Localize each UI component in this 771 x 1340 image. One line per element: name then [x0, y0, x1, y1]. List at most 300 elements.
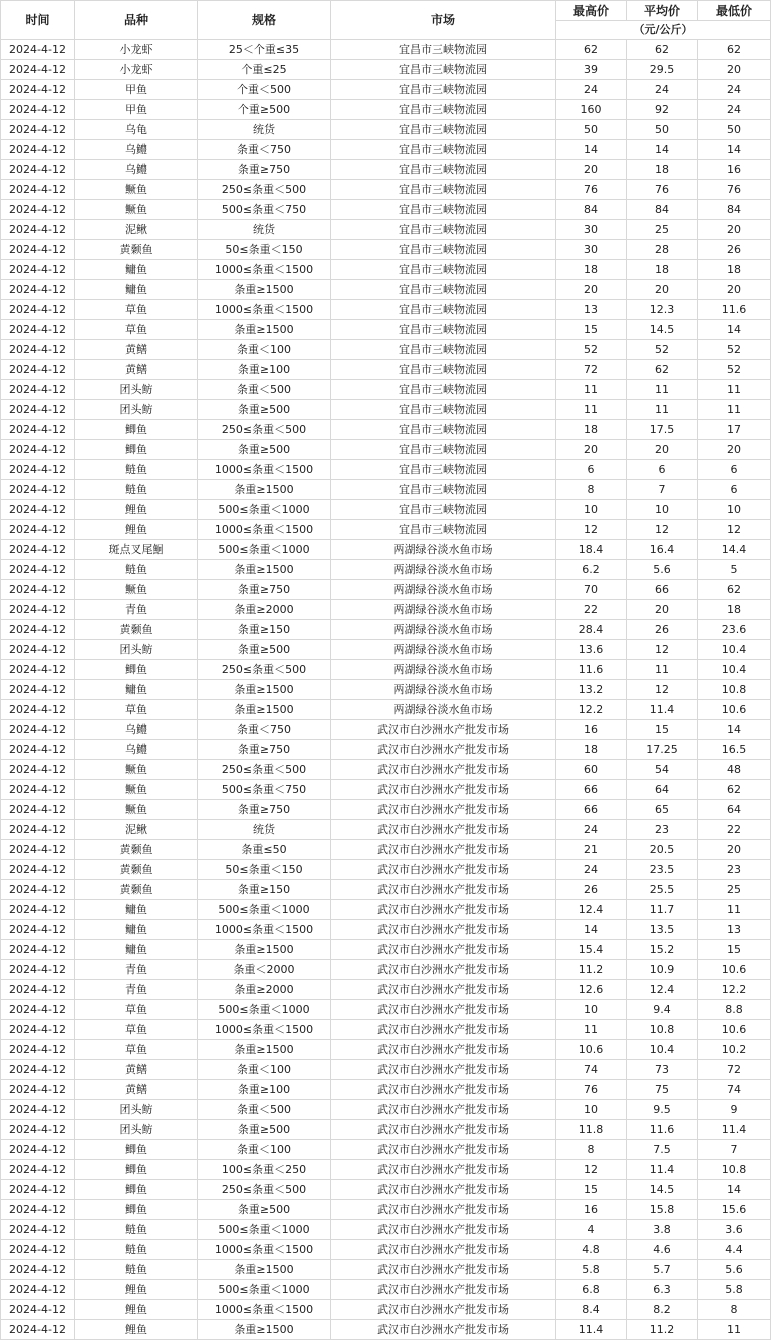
market-cell: 宜昌市三峡物流园 [331, 180, 556, 200]
variety-cell: 黄颡鱼 [75, 880, 198, 900]
table-row [1, 680, 771, 700]
max-price-cell: 11.4 [556, 1320, 627, 1340]
avg-price-cell: 5.6 [627, 560, 698, 580]
spec-cell: 条重≥500 [198, 1120, 331, 1140]
market-cell: 宜昌市三峡物流园 [331, 520, 556, 540]
spec-cell: 100≤条重＜250 [198, 1160, 331, 1180]
date-cell: 2024-4-12 [1, 980, 75, 1000]
avg-price-cell: 20 [627, 440, 698, 460]
table-row [1, 560, 771, 580]
market-cell: 两湖绿谷淡水鱼市场 [331, 540, 556, 560]
market-cell: 两湖绿谷淡水鱼市场 [331, 580, 556, 600]
table-row [1, 1200, 771, 1220]
date-cell: 2024-4-12 [1, 600, 75, 620]
date-cell: 2024-4-12 [1, 860, 75, 880]
avg-price-cell: 15.2 [627, 940, 698, 960]
spec-cell: 25＜个重≤35 [198, 40, 331, 60]
spec-cell: 500≤条重＜1000 [198, 1280, 331, 1300]
table-header [1, 1, 771, 40]
market-cell: 武汉市白沙洲水产批发市场 [331, 1180, 556, 1200]
table-row [1, 1040, 771, 1060]
spec-cell: 条重≥500 [198, 440, 331, 460]
spec-cell: 条重≥1500 [198, 940, 331, 960]
spec-cell: 250≤条重＜500 [198, 760, 331, 780]
date-cell: 2024-4-12 [1, 920, 75, 940]
table-row [1, 720, 771, 740]
spec-cell: 250≤条重＜500 [198, 1180, 331, 1200]
max-price-cell: 10 [556, 1100, 627, 1120]
avg-price-cell: 11.4 [627, 1160, 698, 1180]
min-price-cell: 16 [698, 160, 771, 180]
variety-cell: 黄颡鱼 [75, 860, 198, 880]
header-avg-price: 平均价 [627, 1, 698, 21]
max-price-cell: 26 [556, 880, 627, 900]
avg-price-cell: 12 [627, 680, 698, 700]
avg-price-cell: 14.5 [627, 1180, 698, 1200]
variety-cell: 黄颡鱼 [75, 840, 198, 860]
avg-price-cell: 20.5 [627, 840, 698, 860]
variety-cell: 草鱼 [75, 700, 198, 720]
min-price-cell: 12.2 [698, 980, 771, 1000]
max-price-cell: 4 [556, 1220, 627, 1240]
avg-price-cell: 23.5 [627, 860, 698, 880]
date-cell: 2024-4-12 [1, 80, 75, 100]
spec-cell: 500≤条重＜1000 [198, 1000, 331, 1020]
max-price-cell: 10 [556, 500, 627, 520]
min-price-cell: 7 [698, 1140, 771, 1160]
date-cell: 2024-4-12 [1, 420, 75, 440]
min-price-cell: 16.5 [698, 740, 771, 760]
avg-price-cell: 18 [627, 160, 698, 180]
date-cell: 2024-4-12 [1, 960, 75, 980]
variety-cell: 鲢鱼 [75, 1220, 198, 1240]
variety-cell: 鳙鱼 [75, 260, 198, 280]
max-price-cell: 39 [556, 60, 627, 80]
market-cell: 武汉市白沙洲水产批发市场 [331, 760, 556, 780]
table-row [1, 780, 771, 800]
spec-cell: 条重＜500 [198, 380, 331, 400]
min-price-cell: 4.4 [698, 1240, 771, 1260]
min-price-cell: 10.6 [698, 1020, 771, 1040]
spec-cell: 条重≥2000 [198, 600, 331, 620]
min-price-cell: 10.6 [698, 700, 771, 720]
variety-cell: 团头鲂 [75, 640, 198, 660]
market-cell: 武汉市白沙洲水产批发市场 [331, 840, 556, 860]
max-price-cell: 18 [556, 420, 627, 440]
date-cell: 2024-4-12 [1, 620, 75, 640]
min-price-cell: 11 [698, 1320, 771, 1340]
market-cell: 宜昌市三峡物流园 [331, 500, 556, 520]
min-price-cell: 11.6 [698, 300, 771, 320]
table-row [1, 100, 771, 120]
table-row [1, 60, 771, 80]
market-cell: 武汉市白沙洲水产批发市场 [331, 1280, 556, 1300]
max-price-cell: 60 [556, 760, 627, 780]
market-cell: 武汉市白沙洲水产批发市场 [331, 1160, 556, 1180]
max-price-cell: 70 [556, 580, 627, 600]
spec-cell: 条重≥500 [198, 1200, 331, 1220]
table-row [1, 1060, 771, 1080]
table-row [1, 1300, 771, 1320]
spec-cell: 条重≥1500 [198, 700, 331, 720]
date-cell: 2024-4-12 [1, 560, 75, 580]
min-price-cell: 72 [698, 1060, 771, 1080]
variety-cell: 鳜鱼 [75, 760, 198, 780]
date-cell: 2024-4-12 [1, 1160, 75, 1180]
avg-price-cell: 9.5 [627, 1100, 698, 1120]
min-price-cell: 5.8 [698, 1280, 771, 1300]
variety-cell: 黄颡鱼 [75, 620, 198, 640]
market-cell: 武汉市白沙洲水产批发市场 [331, 860, 556, 880]
variety-cell: 鳙鱼 [75, 900, 198, 920]
spec-cell: 250≤条重＜500 [198, 660, 331, 680]
variety-cell: 鲫鱼 [75, 1200, 198, 1220]
spec-cell: 条重≥500 [198, 400, 331, 420]
variety-cell: 黄鳝 [75, 360, 198, 380]
min-price-cell: 62 [698, 580, 771, 600]
market-cell: 宜昌市三峡物流园 [331, 400, 556, 420]
date-cell: 2024-4-12 [1, 140, 75, 160]
date-cell: 2024-4-12 [1, 300, 75, 320]
avg-price-cell: 13.5 [627, 920, 698, 940]
min-price-cell: 50 [698, 120, 771, 140]
min-price-cell: 8 [698, 1300, 771, 1320]
market-cell: 宜昌市三峡物流园 [331, 460, 556, 480]
market-cell: 武汉市白沙洲水产批发市场 [331, 1000, 556, 1020]
min-price-cell: 23.6 [698, 620, 771, 640]
variety-cell: 鳙鱼 [75, 940, 198, 960]
date-cell: 2024-4-12 [1, 1120, 75, 1140]
market-cell: 武汉市白沙洲水产批发市场 [331, 880, 556, 900]
avg-price-cell: 14 [627, 140, 698, 160]
max-price-cell: 6 [556, 460, 627, 480]
max-price-cell: 16 [556, 1200, 627, 1220]
variety-cell: 小龙虾 [75, 60, 198, 80]
date-cell: 2024-4-12 [1, 880, 75, 900]
avg-price-cell: 9.4 [627, 1000, 698, 1020]
date-cell: 2024-4-12 [1, 1280, 75, 1300]
max-price-cell: 72 [556, 360, 627, 380]
avg-price-cell: 10.8 [627, 1020, 698, 1040]
avg-price-cell: 28 [627, 240, 698, 260]
max-price-cell: 13 [556, 300, 627, 320]
max-price-cell: 76 [556, 1080, 627, 1100]
max-price-cell: 8 [556, 1140, 627, 1160]
avg-price-cell: 16.4 [627, 540, 698, 560]
min-price-cell: 25 [698, 880, 771, 900]
max-price-cell: 21 [556, 840, 627, 860]
variety-cell: 鲫鱼 [75, 420, 198, 440]
avg-price-cell: 75 [627, 1080, 698, 1100]
market-cell: 宜昌市三峡物流园 [331, 300, 556, 320]
max-price-cell: 66 [556, 800, 627, 820]
table-row [1, 340, 771, 360]
date-cell: 2024-4-12 [1, 260, 75, 280]
table-row [1, 280, 771, 300]
spec-cell: 条重≥1500 [198, 1320, 331, 1340]
variety-cell: 团头鲂 [75, 400, 198, 420]
min-price-cell: 52 [698, 340, 771, 360]
market-cell: 武汉市白沙洲水产批发市场 [331, 720, 556, 740]
table-row [1, 920, 771, 940]
market-cell: 宜昌市三峡物流园 [331, 140, 556, 160]
spec-cell: 500≤条重＜1000 [198, 540, 331, 560]
spec-cell: 500≤条重＜1000 [198, 900, 331, 920]
spec-cell: 条重≤50 [198, 840, 331, 860]
table-row [1, 1020, 771, 1040]
min-price-cell: 52 [698, 360, 771, 380]
table-row [1, 1120, 771, 1140]
table-body [1, 40, 771, 1340]
avg-price-cell: 52 [627, 340, 698, 360]
min-price-cell: 8.8 [698, 1000, 771, 1020]
avg-price-cell: 29.5 [627, 60, 698, 80]
date-cell: 2024-4-12 [1, 800, 75, 820]
date-cell: 2024-4-12 [1, 1220, 75, 1240]
variety-cell: 鲢鱼 [75, 460, 198, 480]
spec-cell: 1000≤条重＜1500 [198, 920, 331, 940]
spec-cell: 条重≥1500 [198, 560, 331, 580]
avg-price-cell: 12 [627, 520, 698, 540]
table-row [1, 860, 771, 880]
variety-cell: 鳙鱼 [75, 680, 198, 700]
date-cell: 2024-4-12 [1, 1080, 75, 1100]
table-row [1, 1320, 771, 1340]
table-row [1, 80, 771, 100]
variety-cell: 甲鱼 [75, 100, 198, 120]
table-row [1, 140, 771, 160]
spec-cell: 500≤条重＜1000 [198, 500, 331, 520]
table-row [1, 160, 771, 180]
market-cell: 宜昌市三峡物流园 [331, 100, 556, 120]
spec-cell: 条重≥1500 [198, 280, 331, 300]
max-price-cell: 20 [556, 440, 627, 460]
max-price-cell: 30 [556, 220, 627, 240]
spec-cell: 条重≥750 [198, 740, 331, 760]
spec-cell: 条重≥750 [198, 160, 331, 180]
market-cell: 武汉市白沙洲水产批发市场 [331, 1140, 556, 1160]
date-cell: 2024-4-12 [1, 1240, 75, 1260]
table-row [1, 1080, 771, 1100]
market-cell: 武汉市白沙洲水产批发市场 [331, 800, 556, 820]
min-price-cell: 12 [698, 520, 771, 540]
market-cell: 两湖绿谷淡水鱼市场 [331, 640, 556, 660]
max-price-cell: 24 [556, 820, 627, 840]
market-cell: 武汉市白沙洲水产批发市场 [331, 1080, 556, 1100]
variety-cell: 团头鲂 [75, 1120, 198, 1140]
market-cell: 武汉市白沙洲水产批发市场 [331, 1020, 556, 1040]
variety-cell: 团头鲂 [75, 1100, 198, 1120]
market-cell: 武汉市白沙洲水产批发市场 [331, 920, 556, 940]
variety-cell: 团头鲂 [75, 380, 198, 400]
spec-cell: 条重≥1500 [198, 1040, 331, 1060]
avg-price-cell: 11 [627, 660, 698, 680]
date-cell: 2024-4-12 [1, 360, 75, 380]
min-price-cell: 10.4 [698, 640, 771, 660]
table-row [1, 480, 771, 500]
avg-price-cell: 10.9 [627, 960, 698, 980]
avg-price-cell: 73 [627, 1060, 698, 1080]
table-row [1, 600, 771, 620]
variety-cell: 鳜鱼 [75, 200, 198, 220]
spec-cell: 1000≤条重＜1500 [198, 1300, 331, 1320]
avg-price-cell: 6 [627, 460, 698, 480]
market-cell: 两湖绿谷淡水鱼市场 [331, 600, 556, 620]
variety-cell: 青鱼 [75, 980, 198, 1000]
market-cell: 宜昌市三峡物流园 [331, 260, 556, 280]
market-cell: 武汉市白沙洲水产批发市场 [331, 1260, 556, 1280]
date-cell: 2024-4-12 [1, 40, 75, 60]
max-price-cell: 11 [556, 400, 627, 420]
max-price-cell: 6.2 [556, 560, 627, 580]
market-cell: 宜昌市三峡物流园 [331, 440, 556, 460]
avg-price-cell: 7.5 [627, 1140, 698, 1160]
spec-cell: 50≤条重＜150 [198, 860, 331, 880]
variety-cell: 鲢鱼 [75, 480, 198, 500]
avg-price-cell: 11.4 [627, 700, 698, 720]
market-cell: 宜昌市三峡物流园 [331, 360, 556, 380]
avg-price-cell: 4.6 [627, 1240, 698, 1260]
min-price-cell: 15.6 [698, 1200, 771, 1220]
variety-cell: 乌鳢 [75, 740, 198, 760]
variety-cell: 鳙鱼 [75, 920, 198, 940]
variety-cell: 甲鱼 [75, 80, 198, 100]
market-cell: 宜昌市三峡物流园 [331, 200, 556, 220]
variety-cell: 鲫鱼 [75, 1160, 198, 1180]
min-price-cell: 10.4 [698, 660, 771, 680]
market-cell: 宜昌市三峡物流园 [331, 220, 556, 240]
max-price-cell: 12 [556, 520, 627, 540]
date-cell: 2024-4-12 [1, 160, 75, 180]
table-row [1, 440, 771, 460]
min-price-cell: 11 [698, 900, 771, 920]
avg-price-cell: 18 [627, 260, 698, 280]
variety-cell: 鲫鱼 [75, 440, 198, 460]
date-cell: 2024-4-12 [1, 500, 75, 520]
date-cell: 2024-4-12 [1, 640, 75, 660]
variety-cell: 鲢鱼 [75, 1260, 198, 1280]
market-cell: 宜昌市三峡物流园 [331, 340, 556, 360]
min-price-cell: 17 [698, 420, 771, 440]
market-cell: 武汉市白沙洲水产批发市场 [331, 1200, 556, 1220]
spec-cell: 条重＜100 [198, 1140, 331, 1160]
min-price-cell: 74 [698, 1080, 771, 1100]
min-price-cell: 62 [698, 780, 771, 800]
date-cell: 2024-4-12 [1, 380, 75, 400]
spec-cell: 条重≥750 [198, 800, 331, 820]
min-price-cell: 18 [698, 260, 771, 280]
variety-cell: 乌鳢 [75, 160, 198, 180]
variety-cell: 鲢鱼 [75, 1240, 198, 1260]
avg-price-cell: 20 [627, 280, 698, 300]
table-row [1, 760, 771, 780]
spec-cell: 条重≥1500 [198, 1260, 331, 1280]
header-max-price: 最高价 [556, 1, 627, 21]
date-cell: 2024-4-12 [1, 700, 75, 720]
avg-price-cell: 62 [627, 360, 698, 380]
variety-cell: 鲤鱼 [75, 500, 198, 520]
market-cell: 宜昌市三峡物流园 [331, 420, 556, 440]
table-row [1, 540, 771, 560]
market-cell: 宜昌市三峡物流园 [331, 480, 556, 500]
table-row [1, 260, 771, 280]
min-price-cell: 64 [698, 800, 771, 820]
min-price-cell: 9 [698, 1100, 771, 1120]
min-price-cell: 22 [698, 820, 771, 840]
min-price-cell: 20 [698, 840, 771, 860]
variety-cell: 鳜鱼 [75, 800, 198, 820]
max-price-cell: 8.4 [556, 1300, 627, 1320]
date-cell: 2024-4-12 [1, 200, 75, 220]
max-price-cell: 14 [556, 920, 627, 940]
spec-cell: 条重＜500 [198, 1100, 331, 1120]
max-price-cell: 20 [556, 280, 627, 300]
market-cell: 武汉市白沙洲水产批发市场 [331, 1060, 556, 1080]
table-row [1, 500, 771, 520]
date-cell: 2024-4-12 [1, 180, 75, 200]
max-price-cell: 30 [556, 240, 627, 260]
avg-price-cell: 15 [627, 720, 698, 740]
spec-cell: 个重＜500 [198, 80, 331, 100]
date-cell: 2024-4-12 [1, 840, 75, 860]
spec-cell: 个重≤25 [198, 60, 331, 80]
spec-cell: 250≤条重＜500 [198, 420, 331, 440]
date-cell: 2024-4-12 [1, 580, 75, 600]
table-row [1, 640, 771, 660]
market-cell: 宜昌市三峡物流园 [331, 40, 556, 60]
date-cell: 2024-4-12 [1, 1200, 75, 1220]
market-cell: 宜昌市三峡物流园 [331, 280, 556, 300]
date-cell: 2024-4-12 [1, 720, 75, 740]
variety-cell: 草鱼 [75, 300, 198, 320]
max-price-cell: 10.6 [556, 1040, 627, 1060]
date-cell: 2024-4-12 [1, 660, 75, 680]
table-row [1, 180, 771, 200]
avg-price-cell: 76 [627, 180, 698, 200]
table-row [1, 820, 771, 840]
table-row [1, 960, 771, 980]
spec-cell: 500≤条重＜750 [198, 200, 331, 220]
table-row [1, 420, 771, 440]
table-row [1, 120, 771, 140]
variety-cell: 鲫鱼 [75, 660, 198, 680]
table-row [1, 900, 771, 920]
table-row [1, 580, 771, 600]
date-cell: 2024-4-12 [1, 1300, 75, 1320]
date-cell: 2024-4-12 [1, 1020, 75, 1040]
variety-cell: 草鱼 [75, 320, 198, 340]
table-row [1, 400, 771, 420]
max-price-cell: 160 [556, 100, 627, 120]
table-row [1, 700, 771, 720]
spec-cell: 统货 [198, 120, 331, 140]
variety-cell: 泥鳅 [75, 220, 198, 240]
variety-cell: 黄鳝 [75, 1080, 198, 1100]
max-price-cell: 10 [556, 1000, 627, 1020]
avg-price-cell: 25 [627, 220, 698, 240]
avg-price-cell: 64 [627, 780, 698, 800]
market-cell: 宜昌市三峡物流园 [331, 320, 556, 340]
date-cell: 2024-4-12 [1, 1140, 75, 1160]
market-cell: 两湖绿谷淡水鱼市场 [331, 560, 556, 580]
avg-price-cell: 92 [627, 100, 698, 120]
avg-price-cell: 50 [627, 120, 698, 140]
min-price-cell: 18 [698, 600, 771, 620]
avg-price-cell: 24 [627, 80, 698, 100]
date-cell: 2024-4-12 [1, 220, 75, 240]
spec-cell: 1000≤条重＜1500 [198, 300, 331, 320]
date-cell: 2024-4-12 [1, 1260, 75, 1280]
